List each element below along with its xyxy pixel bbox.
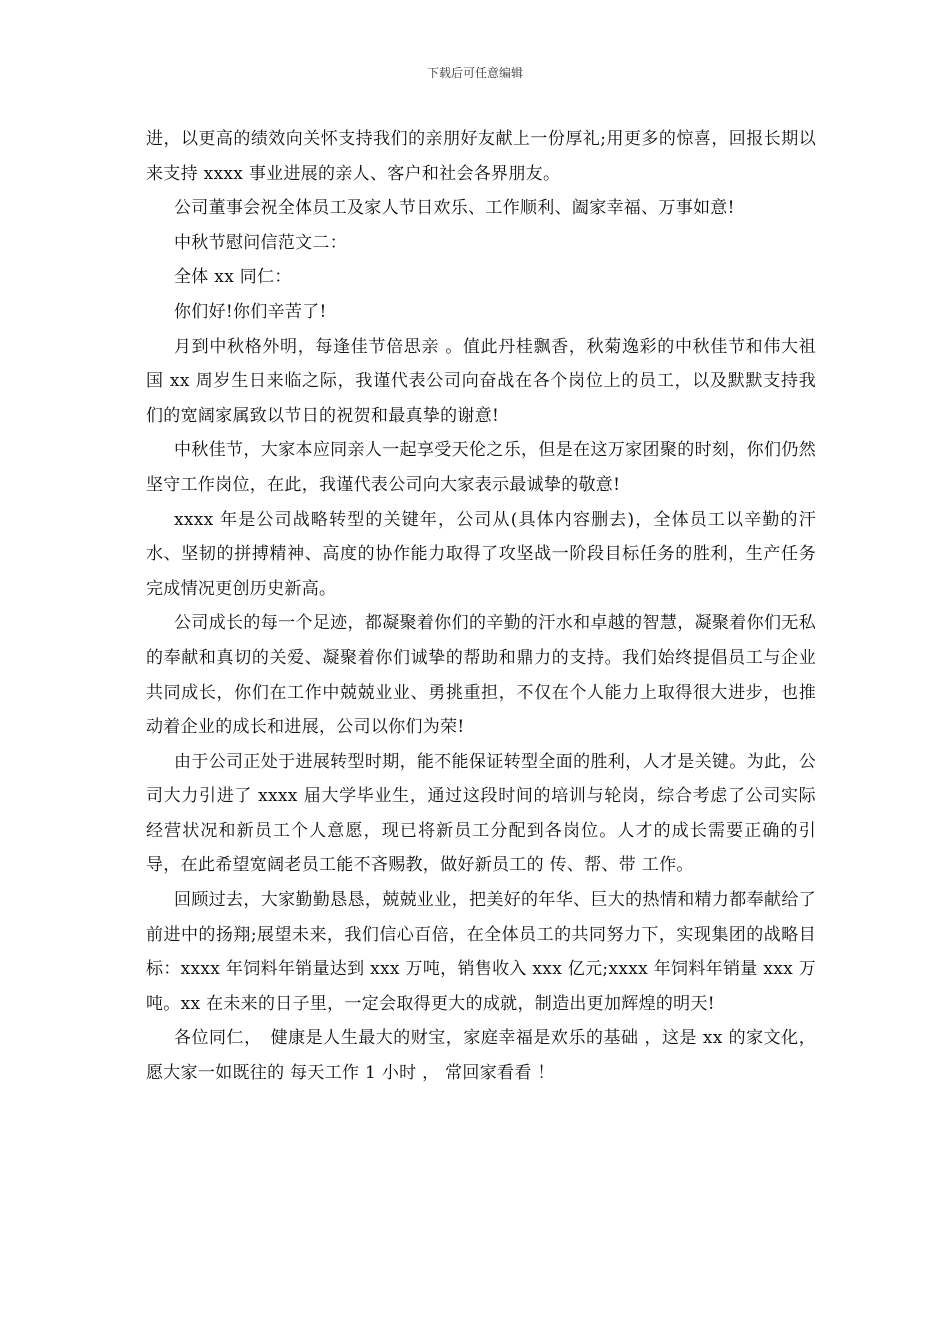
paragraph-board-wishes: 公司董事会祝全体员工及家人节日欢乐、工作顺利、阖家幸福、万事如意! — [174, 198, 735, 219]
paragraph-talent: 由于公司正处于进展转型时期，能不能保证转型全面的胜利，人才是关键。为此，公司大力引进了 xxxx 届大学毕业生，通过这段时间的培训与轮岗，综合考虑了公司实际经营状况和新员工个人意愿，现已将新员工分配到各岗位。人才的成长需要正确的引导，在此希望宽阔老员工能不吝赐教，做好新员工的 传、帮、带 工作。 — [146, 751, 816, 876]
section-title: 中秋节慰问信范文二： — [174, 232, 347, 253]
paragraph-review-outlook: 回顾过去，大家勤勤恳恳，兢兢业业，把美好的年华、巨大的热情和精力都奉献给了前进中的扬翔;展望未来，我们信心百倍，在全体员工的共同努力下，实现集团的战略目标：xxxx 年饲料年销量达到 xxx 万吨，销售收入 xxx 亿元;xxxx 年饲料年销量 xxx 万吨。xx 在未来的日子里，一定会取得更大的成就，制造出更加辉煌的明天! — [146, 890, 816, 1014]
paragraph-company-growth: 公司成长的每一个足迹，都凝聚着你们的辛勤的汗水和卓越的智慧，凝聚着你们无私的奉献和真切的关爱、凝聚着你们诚挚的帮助和鼎力的支持。我们始终提倡员工与企业共同成长，你们在工作中兢兢业业、勇挑重担，不仅在个人能力上取得很大进步，也推动着企业的成长和进展，公司以你们为荣! — [146, 613, 816, 738]
paragraph-transformation-year: xxxx 年是公司战略转型的关键年，公司从(具体内容删去)，全体员工以辛勤的汗水、坚韧的拼搏精神、高度的协作能力取得了攻坚战一阶段目标任务的胜利，生产任务完成情况更创历史新高。 — [146, 509, 816, 599]
paragraph-continuation: 进，以更高的绩效向关怀支持我们的亲朋好友献上一份厚礼;用更多的惊喜，回报长期以来支持 xxxx 事业进展的亲人、客户和社会各界朋友。 — [146, 129, 816, 184]
salutation: 全体 xx 同仁： — [174, 267, 292, 288]
page-header: 下载后可任意编辑 — [426, 66, 523, 80]
paragraph-holiday-duty: 中秋佳节，大家本应同亲人一起享受天伦之乐，但是在这万家团聚的时刻，你们仍然坚守工作岗位，在此，我谨代表公司向大家表示最诚挚的敬意! — [146, 440, 816, 495]
paragraph-mid-autumn: 月到中秋格外明，每逢佳节倍思亲 。值此丹桂飘香，秋菊逸彩的中秋佳节和伟大祖国 xx 周岁生日来临之际，我谨代表公司向奋战在各个岗位上的员工，以及默默支持我们的宽阔家属致以节日的祝贺和最真挚的谢意! — [146, 336, 816, 426]
document-body — [146, 122, 816, 1091]
paragraph-closing: 各位同仁， 健康是人生最大的财宝，家庭幸福是欢乐的基础 ，这是 xx 的家文化，愿大家一如既往的 每天工作 1 小时 ， 常回家看看 ！ — [146, 1028, 816, 1084]
greeting: 你们好!你们辛苦了! — [174, 301, 327, 322]
